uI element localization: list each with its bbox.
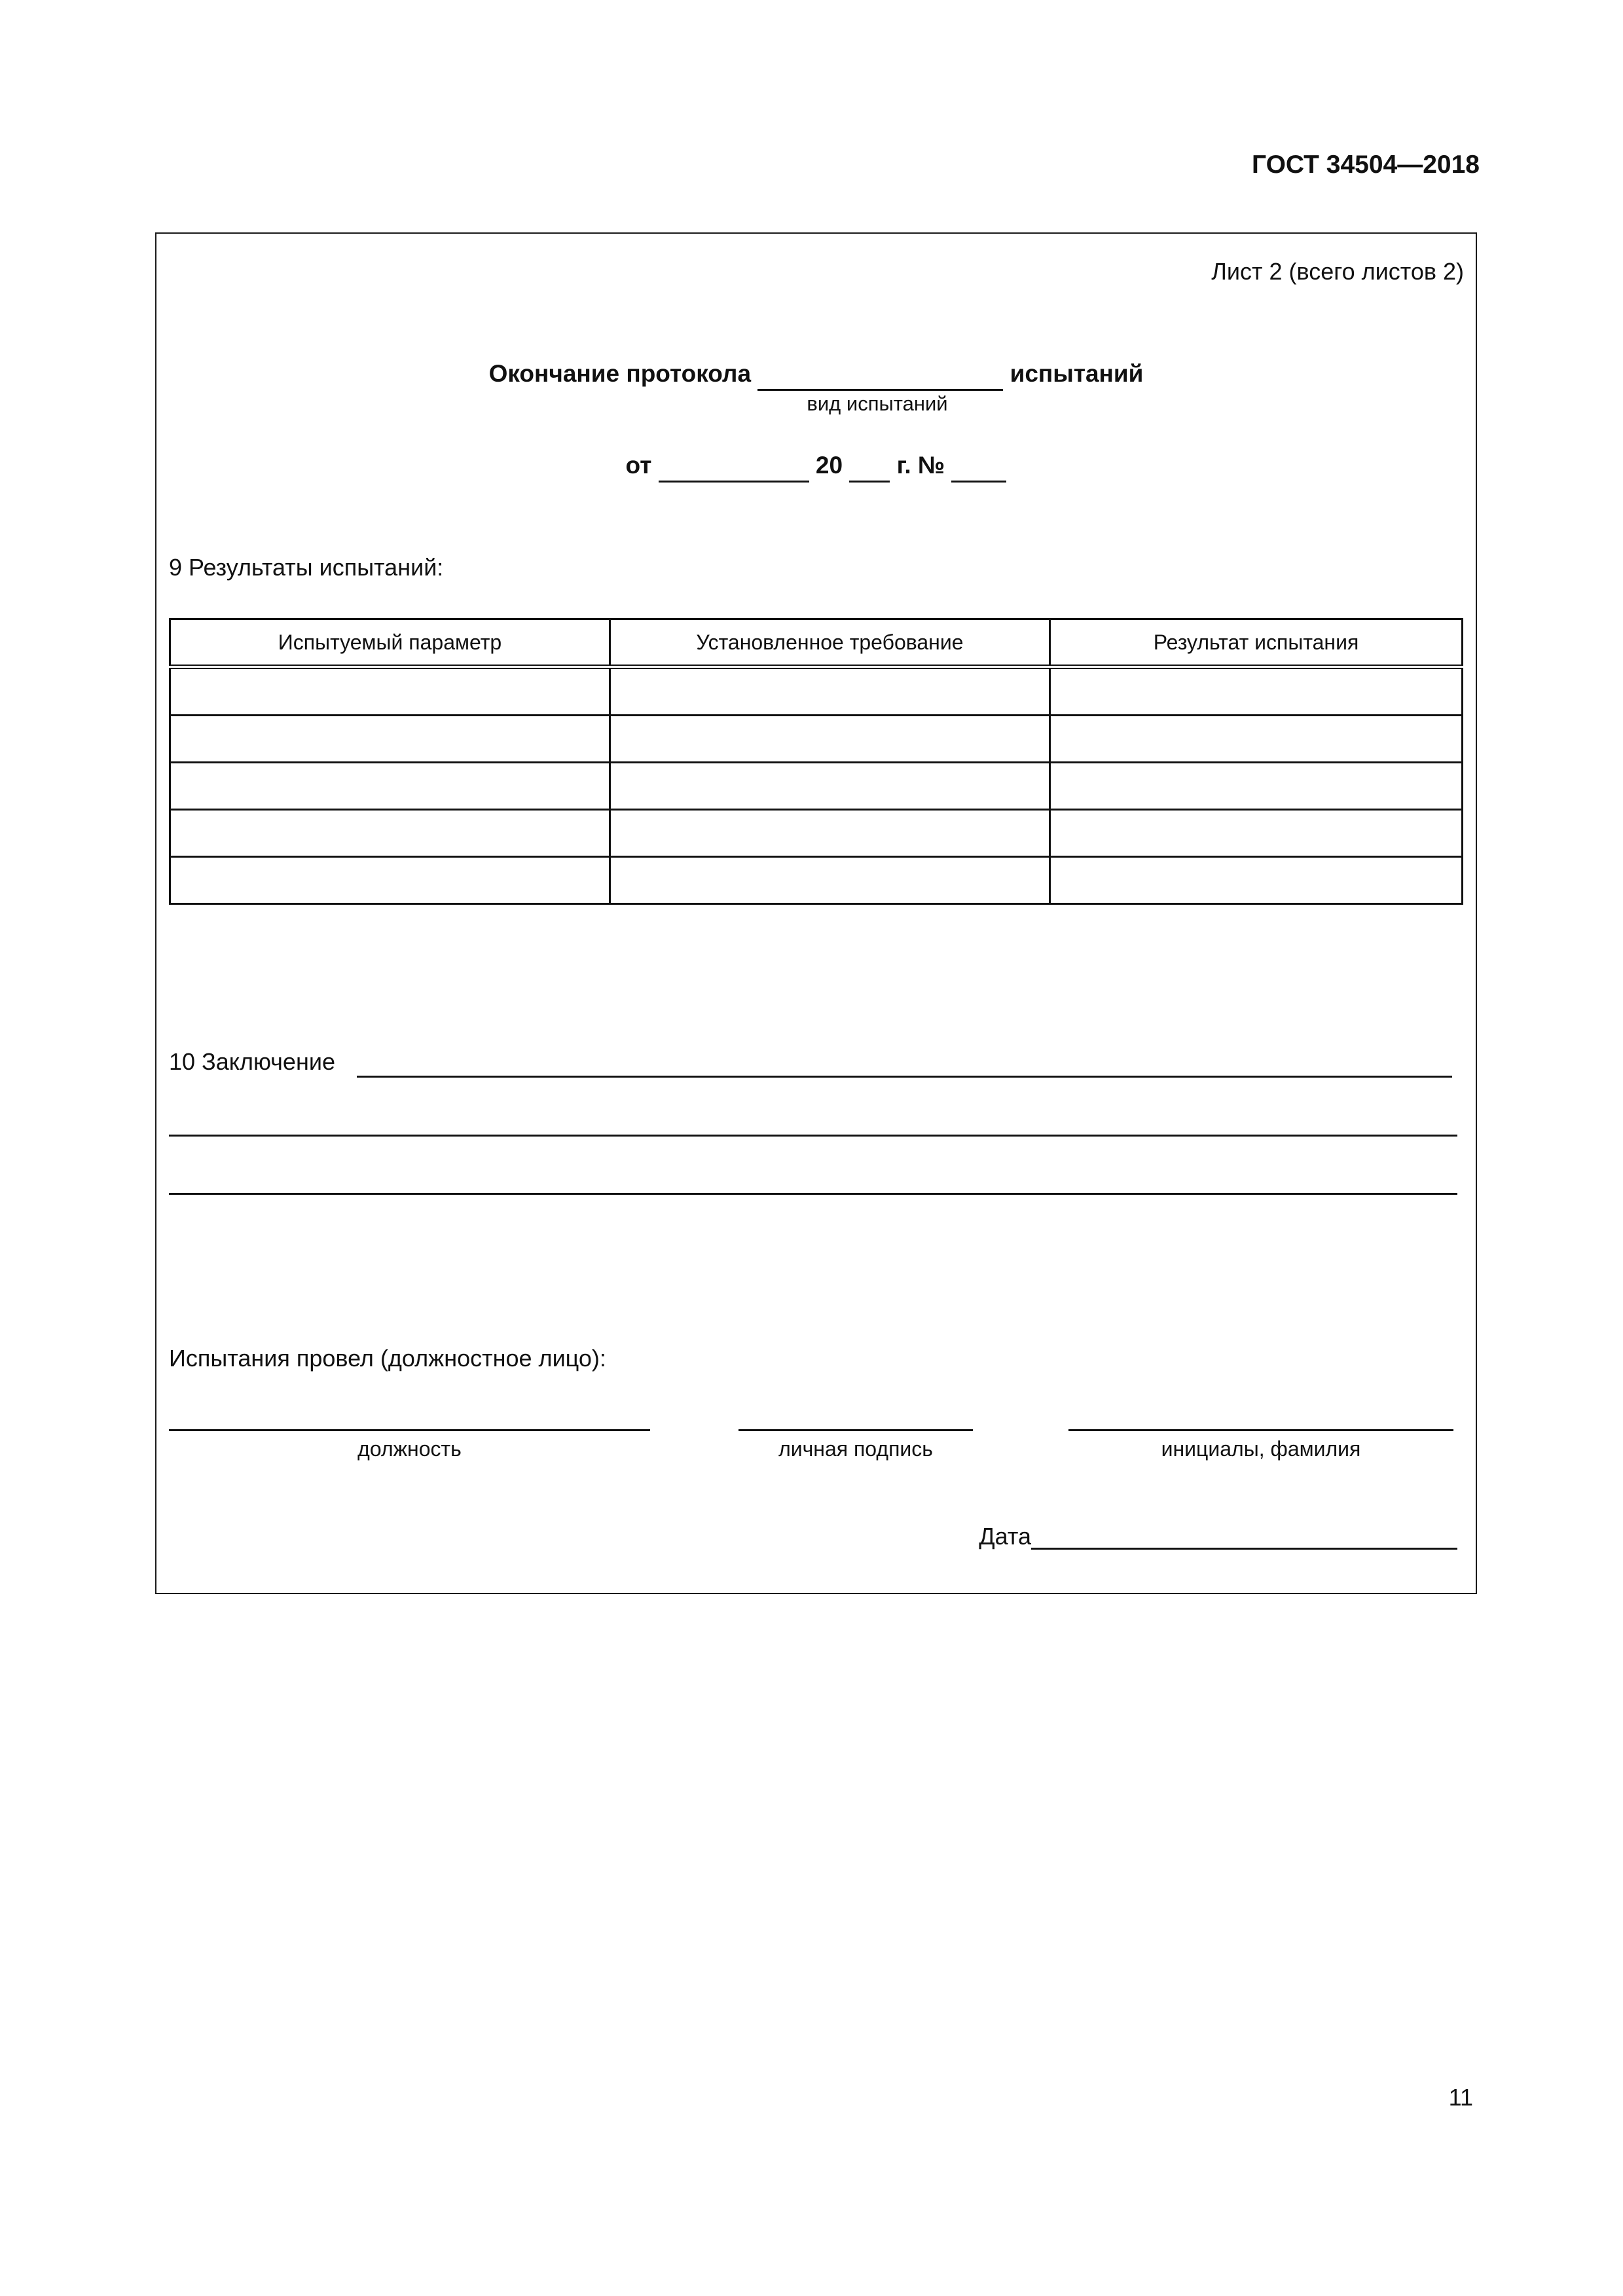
table-cell[interactable]: [1049, 667, 1462, 716]
table-row: [170, 667, 1463, 716]
conclusion-line[interactable]: [169, 1193, 1457, 1195]
table-cell[interactable]: [610, 763, 1049, 810]
name-caption: инициалы, фамилия: [1161, 1437, 1361, 1461]
name-field[interactable]: [1068, 1429, 1453, 1431]
table-cell[interactable]: [610, 667, 1049, 716]
table-cell[interactable]: [170, 763, 610, 810]
table-cell[interactable]: [610, 716, 1049, 763]
form-frame: [155, 232, 1477, 1594]
date-day-month-field[interactable]: [659, 450, 809, 483]
signature-field[interactable]: [739, 1429, 973, 1431]
table-row: [170, 857, 1463, 904]
performer-label: Испытания провел (должностное лицо):: [169, 1345, 606, 1372]
section-9-heading: 9 Результаты испытаний:: [169, 554, 444, 581]
table-row: [170, 716, 1463, 763]
date-year-field[interactable]: [849, 450, 890, 483]
date-field[interactable]: [1031, 1548, 1457, 1550]
page-number: 11: [1448, 2084, 1473, 2111]
standard-code: ГОСТ 34504—2018: [1252, 151, 1480, 179]
column-header-parameter: Испытуемый параметр: [170, 619, 610, 667]
signature-caption: личная подпись: [778, 1437, 933, 1461]
title-prefix: Окончание протокола: [488, 360, 752, 387]
table-header-row: [170, 619, 1463, 667]
position-field[interactable]: [169, 1429, 650, 1431]
protocol-number-field[interactable]: [951, 450, 1006, 483]
table-cell[interactable]: [610, 810, 1049, 857]
table-cell[interactable]: [1049, 716, 1462, 763]
results-table: [169, 618, 1463, 905]
conclusion-line[interactable]: [169, 1135, 1457, 1137]
date-number-label: г. №: [896, 452, 945, 479]
title-suffix: испытаний: [1010, 360, 1144, 387]
table-cell[interactable]: [1049, 810, 1462, 857]
table-cell[interactable]: [170, 810, 610, 857]
table-cell[interactable]: [1049, 857, 1462, 904]
section-10-heading: 10 Заключение: [169, 1048, 335, 1075]
column-header-result: Результат испытания: [1049, 619, 1462, 667]
sheet-label: Лист 2 (всего листов 2): [1211, 258, 1464, 285]
date-label: Дата: [979, 1523, 1031, 1550]
table-cell[interactable]: [170, 857, 610, 904]
table-row: [170, 810, 1463, 857]
position-caption: должность: [357, 1437, 462, 1461]
table-cell[interactable]: [610, 857, 1049, 904]
protocol-date-line: [155, 450, 1477, 483]
table-cell[interactable]: [170, 716, 610, 763]
date-from-label: от: [625, 452, 652, 479]
column-header-requirement: Установленное требование: [610, 619, 1049, 667]
date-year-label: 20: [815, 452, 843, 479]
test-type-field[interactable]: [757, 359, 1003, 391]
conclusion-line[interactable]: [357, 1076, 1452, 1078]
test-type-caption: вид испытаний: [807, 392, 948, 415]
table-cell[interactable]: [170, 667, 610, 716]
table-cell[interactable]: [1049, 763, 1462, 810]
table-row: [170, 763, 1463, 810]
protocol-title: [155, 359, 1477, 391]
